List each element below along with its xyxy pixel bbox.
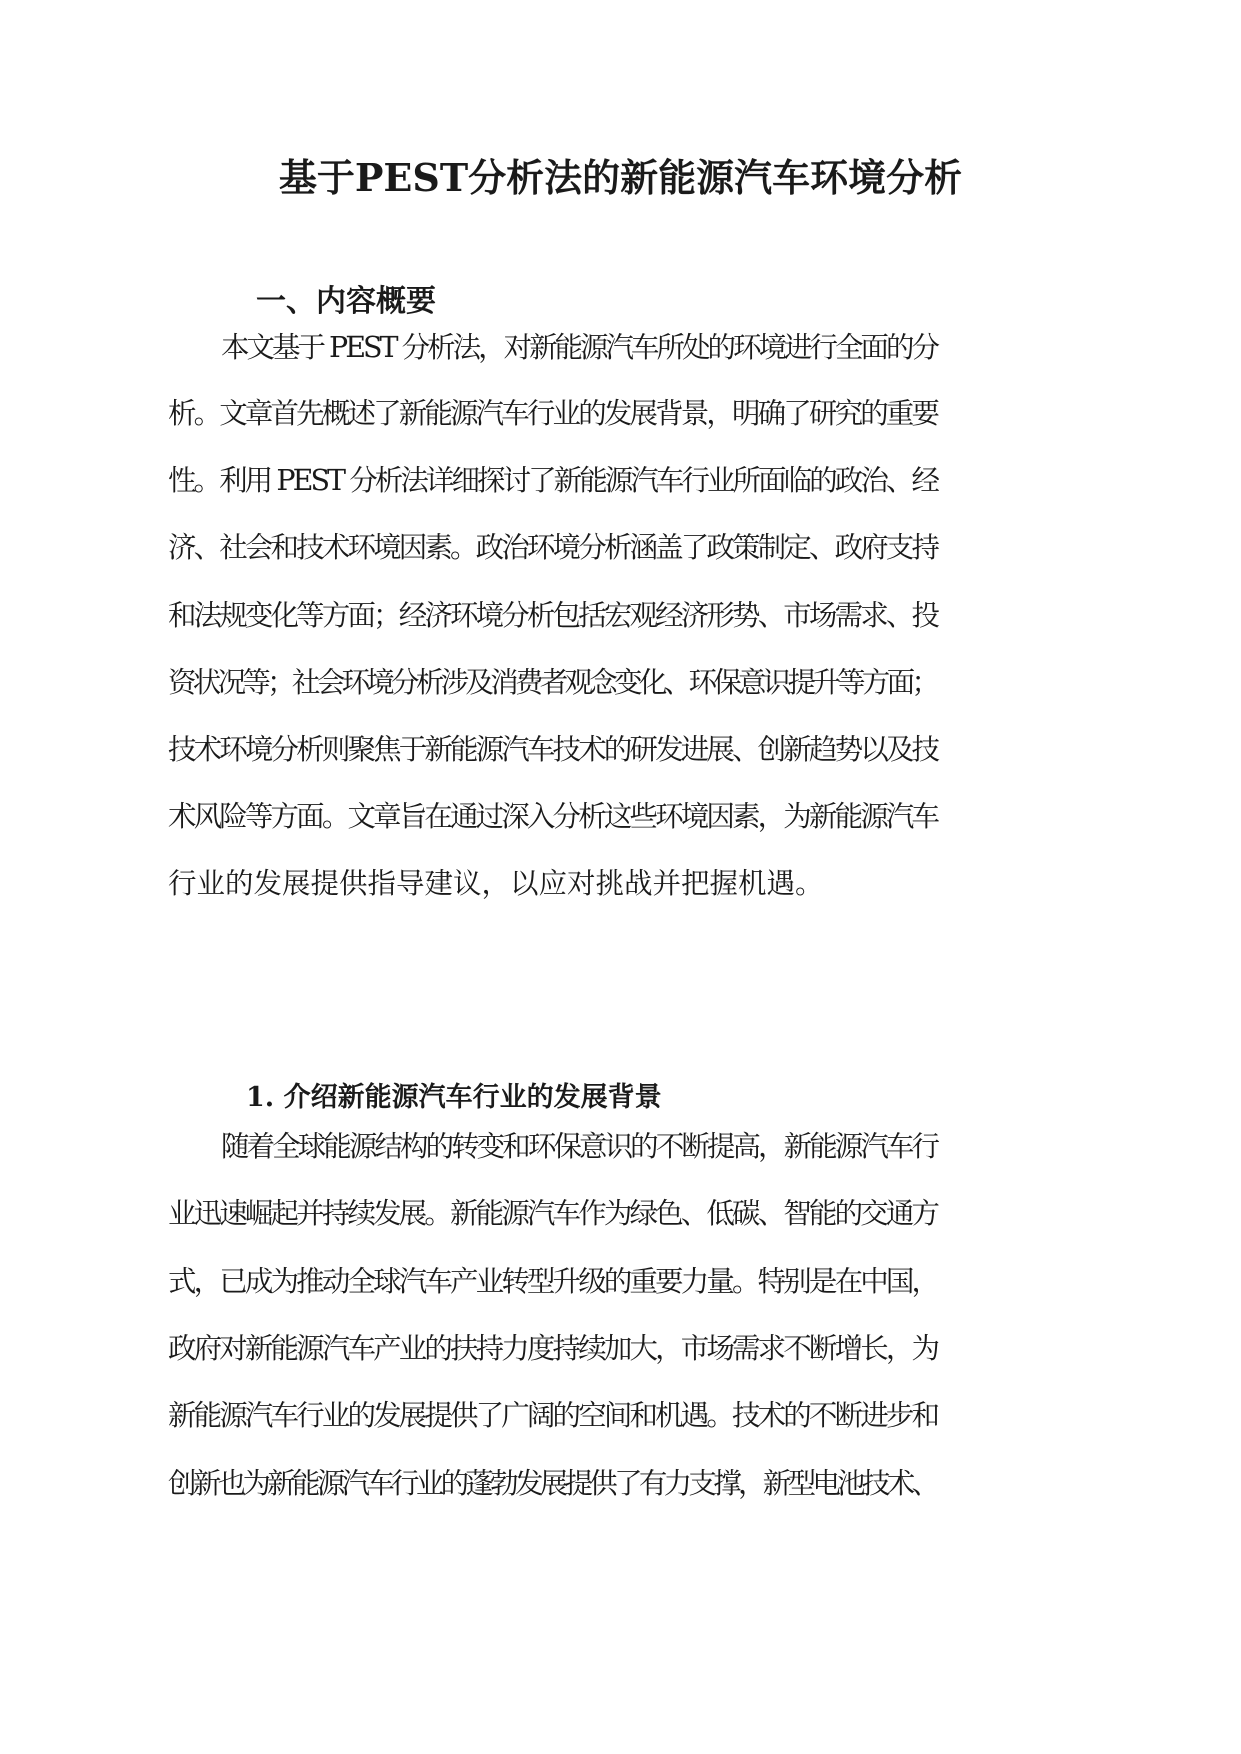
paragraph-line: 和法规变化等方面；经济环境分析包括宏观经济形势、市场需求、投 <box>168 599 938 632</box>
paragraph-line: 术风险等方面。文章旨在通过深入分析这些环境因素，为新能源汽车 <box>168 800 938 833</box>
paragraph-line: 技术环境分析则聚焦于新能源汽车技术的研发进展、创新趋势以及技 <box>168 733 938 766</box>
paragraph-line: 析。文章首先概述了新能源汽车行业的发展背景，明确了研究的重要 <box>168 397 938 430</box>
paragraph-line: 行业的发展提供指导建议，以应对挑战并把握机遇。 <box>168 867 824 900</box>
paragraph-line: 随着全球能源结构的转变和环保意识的不断提高，新能源汽车行 <box>221 1130 938 1163</box>
paragraph-line: 性。利用 PEST 分析法详细探讨了新能源汽车行业所面临的政治、经 <box>168 464 938 497</box>
paragraph-line: 新能源汽车行业的发展提供了广阔的空间和机遇。技术的不断进步和 <box>168 1399 938 1432</box>
paragraph-line: 政府对新能源汽车产业的扶持力度持续加大，市场需求不断增长，为 <box>168 1332 938 1365</box>
subsection-heading-background: 1. 介绍新能源汽车行业的发展背景 <box>246 1082 662 1113</box>
section-heading-overview: 一、内容概要 <box>256 284 436 319</box>
paragraph-line: 资状况等；社会环境分析涉及消费者观念变化、环保意识提升等方面； <box>168 666 937 699</box>
paragraph-line: 创新也为新能源汽车行业的蓬勃发展提供了有力支撑，新型电池技术、 <box>168 1467 937 1500</box>
paragraph-line: 济、社会和技术环境因素。政治环境分析涵盖了政策制定、政府支持 <box>168 531 938 564</box>
document-title: 基于PEST分析法的新能源汽车环境分析 <box>278 155 963 200</box>
paragraph-line: 式，已成为推动全球汽车产业转型升级的重要力量。特别是在中国， <box>168 1265 938 1298</box>
paragraph-line: 业迅速崛起并持续发展。新能源汽车作为绿色、低碳、智能的交通方 <box>168 1197 938 1230</box>
paragraph-line: 本文基于 PEST 分析法，对新能源汽车所处的环境进行全面的分 <box>221 331 937 364</box>
